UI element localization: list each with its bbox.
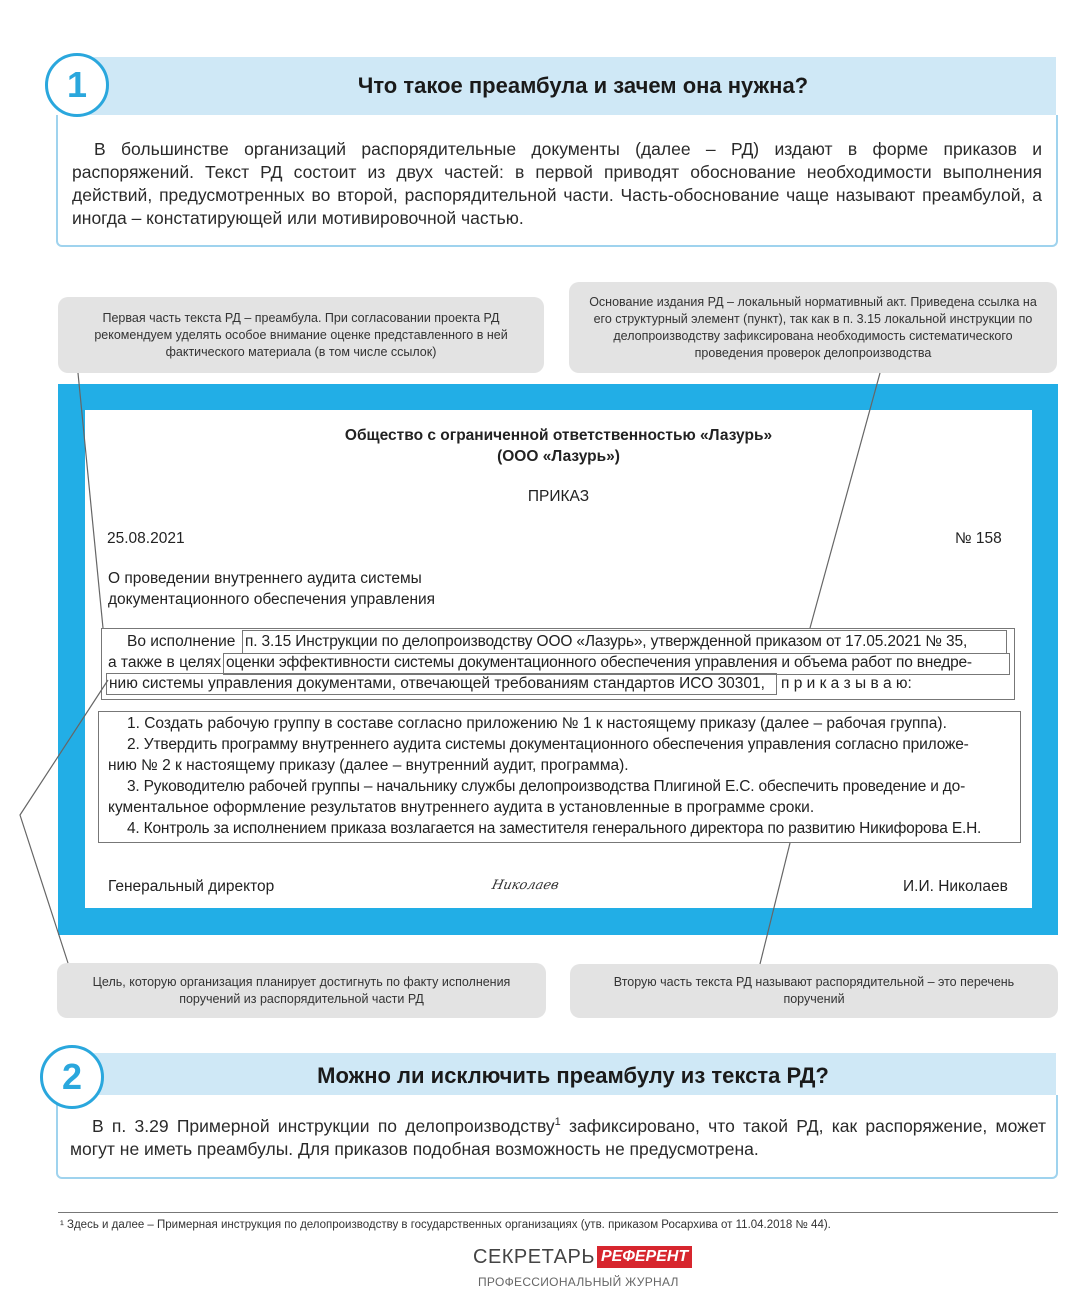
signatory-title: Генеральный директор — [108, 878, 275, 895]
basis-reference: п. 3.15 Инструкции по делопроизводству ООО «Лазурь», утвержденной приказом от 17.05.2021 № 35, — [245, 633, 968, 650]
goal-line1: оценки эффективности системы документационного обеспечения управления и объема работ по внедре- — [226, 654, 972, 671]
goal-line2: нию системы управления документами, отвечающей требованиям стандартов ИСО 30301, — [109, 675, 765, 692]
callout-goal: Цель, которую организация планирует достигнуть по факту исполнения поручений из распорядительной части РД — [57, 963, 546, 1018]
callout-preamble: Первая часть текста РД – преамбула. При согласовании проекта РД рекомендуем уделять особое внимание оценке представленного в ней фактического материала (в том числе ссылок) — [58, 297, 544, 373]
footnote-mark: 1 — [554, 1116, 561, 1128]
order-word: п р и к а з ы в а ю: — [781, 675, 912, 692]
doc-subject-line2: документационного обеспечения управления — [108, 591, 436, 608]
order-item: 2. Утвердить программу внутреннего аудита системы документационного обеспечения управления согласно приложе- — [127, 736, 969, 753]
section1-paragraph: В большинстве организаций распорядительные документы (далее – РД) издают в форме приказов и распоряжений. Текст РД состоит из двух частей: в первой приводят обоснование необходимости выполнения действий, предусмотренных во второй, распорядительной части. Часть-обоснование чаще называют преамбулой, а иногда – констатирующей или мотивировочной частью. — [72, 139, 1042, 228]
callout-basis: Основание издания РД – локальный нормативный акт. Приведена ссылка на его структурный элемент (пункт), так как в п. 3.15 локальной инструкции по делопроизводству зафиксирована необходимость систематического проведения проверок делопроизводства — [569, 282, 1057, 373]
org-name: Общество с ограниченной ответственностью «Лазурь» — [344, 427, 773, 444]
preamble-line1-start: Во исполнение — [127, 633, 236, 650]
order-item: 3. Руководителю рабочей группы – начальнику службы делопроизводства Плигиной Е.С. обеспечить проведение и до- — [127, 778, 966, 795]
order-item: кументальное оформление результатов внутреннего аудита в установленные в программе сроки. — [108, 799, 815, 816]
brand-name-right: РЕФЕРЕНТ — [597, 1246, 692, 1268]
callout-orders: Вторую часть текста РД называют распорядительной – это перечень поручений — [570, 964, 1058, 1018]
doc-number: № 158 — [955, 530, 1002, 547]
brand-tagline: ПРОФЕССИОНАЛЬНЫЙ ЖУРНАЛ — [478, 1275, 679, 1289]
brand-logo — [473, 1246, 692, 1268]
doc-subject-line1: О проведении внутреннего аудита системы — [108, 570, 422, 587]
order-item: 1. Создать рабочую группу в составе согласно приложению № 1 к настоящему приказу (далее – рабочая группа). — [127, 715, 947, 732]
section2-paragraph: В п. 3.29 Примерной инструкции по делопроизводству$^1$ зафиксировано, что такой РД, как распоряжение, может могут не иметь преамбулы. Для приказов подобная возможность не предусмотрена. — [70, 1115, 1046, 1159]
footnote: ¹ Здесь и далее – Примерная инструкция по делопроизводству в государственных организациях (утв. приказом Росархива от 11.04.2018 № 44). — [60, 1219, 831, 1231]
preamble-line2-start: а также в целях — [108, 654, 222, 671]
brand-name-left: СЕКРЕТАРЬ — [473, 1246, 595, 1268]
signatory-name: И.И. Николаев — [903, 878, 1008, 895]
section1-number-badge: 1 — [45, 53, 109, 117]
section1-title: Что такое преамбула и зачем она нужна? — [357, 73, 809, 98]
signature: Николаев — [490, 878, 561, 893]
order-item: 4. Контроль за исполнением приказа возлагается на заместителя генерального директора по развитию Никифорова Е.Н. — [127, 820, 982, 837]
order-item: нию № 2 к настоящему приказу (далее – внутренний аудит, программа). — [108, 757, 629, 774]
section2-number-badge: 2 — [40, 1045, 104, 1109]
doc-date: 25.08.2021 — [107, 530, 185, 547]
org-short-name: (ООО «Лазурь») — [497, 448, 620, 465]
footnote-divider — [58, 1212, 1058, 1213]
section2-title: Можно ли исключить преамбулу из текста РД? — [317, 1063, 829, 1088]
doc-type: ПРИКАЗ — [527, 488, 590, 505]
